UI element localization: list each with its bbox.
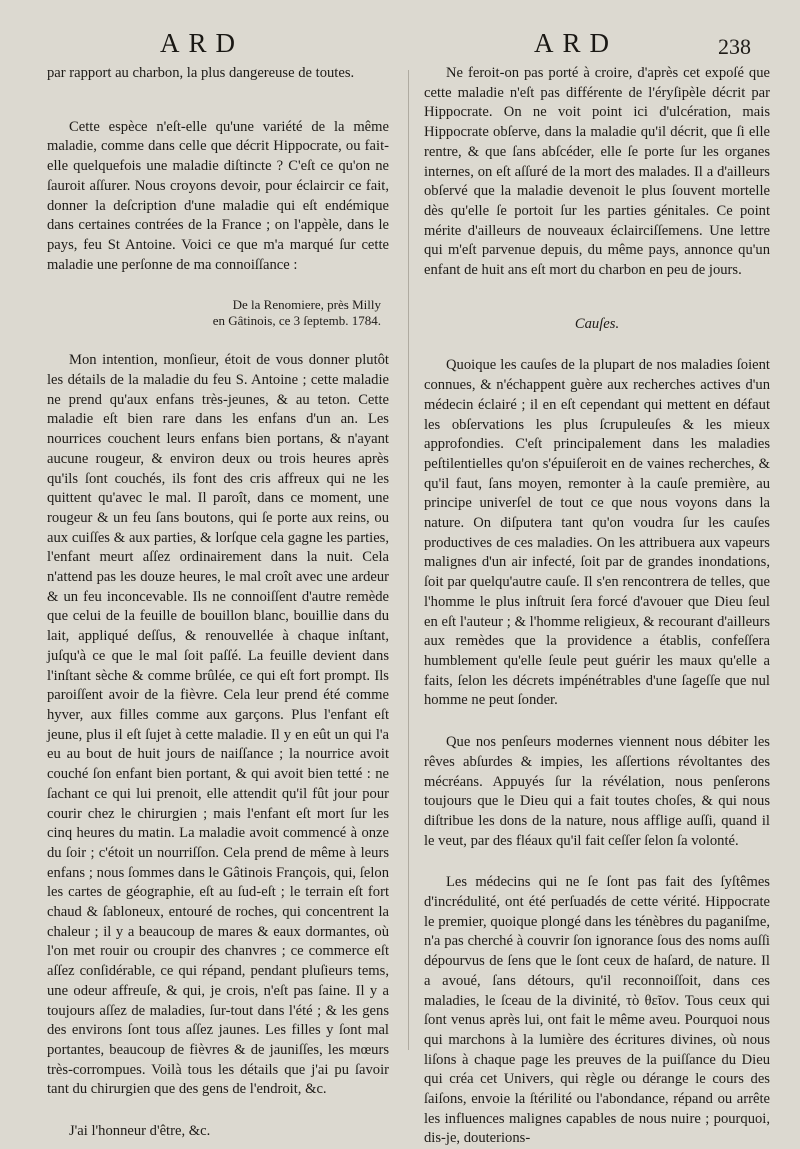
right-paragraph-2: Quoique les cauſes de la plupart de nos maladies ſoient connues, & n'échappent guère aux recherches actives d'un médecin éclairé ; il en eſt cependant qui mettent en défaut les obſervations les plus ſcrupuleuſes & les mieux approfondies. C'eſt principalement dans les maladies peſtilentielles qu'on s'épuiſeroit en de vaines recherches, & qu'il faut, ſans moyen, remonter à la cauſe première, au principe univerſel de tout ce que nous voyons dans la nature. On diſputera tant qu'on voudra ſur les cauſes productives de ces maladies. On les attribuera aux vapeurs malignes d'un air infecté, ſoit par de grandes inondations, ſoit par quelqu'autre cauſe. Il s'en rencontrera de telles, que l'homme le plus inſtruit ſera forcé d'avouer que Dieu ſeul en eſt l'auteur ; & l'homme religieux, & recourant d'ailleurs aux remèdes que la providence a établis, confeſſera humblement qu'elle ſeule peut guérir les maux qu'elle a faits, ſelon les décrets impénétrables d'une ſageſſe que nul homme ne peut ſonder. — [424, 357, 770, 709]
running-head-left: ARD — [160, 28, 245, 58]
spacer — [424, 851, 770, 873]
letter-closing: J'ai l'honneur d'être, &c. — [69, 1123, 211, 1140]
running-head-right: ARD — [534, 28, 619, 58]
letter-dateline-line-2: en Gâtinois, ce 3 ſeptemb. 1784. — [212, 313, 381, 329]
left-paragraph-1: par rapport au charbon, la plus dangereuse de toutes. — [47, 65, 355, 81]
right-column — [424, 64, 770, 1149]
right-paragraph-3: Que nos penſeurs modernes viennent nous débiter les rêves abſurdes & impies, les aſſertions révoltantes des mécréans. Appuyés ſur la révélation, nous penſerons toujours que le Dieu qui a fait toutes choſes, & qui nous diſtribue les dons de la nature, nous afflige auſſi, quand il le veut, par des fléaux qu'il fait ceſſer ſelon ſa volonté. — [424, 734, 770, 849]
left-column — [47, 64, 389, 1142]
right-paragraph-1: Ne feroit-on pas porté à croire, d'après cet expoſé que cette maladie n'eſt pas différente de l'éryſipèle décrit par Hippocrate. On ne voit point ici d'ulcération, mais Hippocrate obſerve, dans la maladie qu'il décrit, que ſi elle rentre, & que ſans abſcéder, elle ſe porte ſur les organes internes, on eſt aſſuré de la mort des malades. Il a d'ailleurs obſervé que la maladie devenoit le plus ſouvent mortelle dès qu'elle ſe portoit ſur les parties génitales. Ce point mérite d'ailleurs de nouveaux éclairciſſemens. Une lettre qui m'eſt parvenue depuis, du même pays, annonce qu'un enfant de huit ans eſt mort du charbon en peu de jours. — [424, 65, 770, 279]
spacer — [47, 84, 389, 118]
right-paragraph-4: Les médecins qui ne ſe ſont pas fait des ſyſtêmes d'incrédulité, ont été perſuadés de cette vérité. Hippocrate le premier, quoique plongé dans les ténèbres du paganiſme, n'a pas cherché à couvrir ſon ignorance ſous des noms auſſi dépourvus de ſens que le ſont ceux de haſard, de nature. Il a avoué, ſans détours, qu'il reconnoiſſoit, dans ces maladies, le ſceau de la divinité, τὸ θεῖον. Tous ceux qui ſont venus après lui, ont fait le même aveu. Pourquoi nous qui marchons à la lumière des écritures divines, où nous liſons à chaque page les preuves de la puiſſance du Dieu qui créa cet Univers, qui règle ou dérange le cours des ſaiſons, envoie la ſtérilité ou l'abondance, répand ou arrête les influences malignes capables de nous nuire ; pourquoi, dis-je, douterions- — [424, 874, 770, 1147]
left-paragraph-2: Cette espèce n'eſt-elle qu'une variété de la même maladie, comme dans celle que décrit Hippocrate, ou fait-elle quelquefois une maladie diſtincte ? C'eſt ce qu'on ne ſauroit aſſurer. Nous croyons devoir, pour éclaircir ce fait, donner la deſcription d'une maladie qui eſt endémique dans certaines contrées de la France ; on l'appèle, dans le pays, feu St Antoine. Voici ce que m'a marqué ſur cette maladie une perſonne de ma connoiſſance : — [47, 118, 389, 273]
section-heading-causes: Cauſes. — [574, 315, 620, 332]
letter-body: Mon intention, monſieur, étoit de vous donner plutôt les détails de la maladie du feu S. Antoine ; cette maladie ne prend qu'aux enfans très-jeunes, & au teton. Cette maladie eſt bien rare dans les enfans d'un an. Les nourrices couchent leurs enfans bien portans, & n'ayant aucune rougeur, & environ deux ou trois heures après qu'ils ſont couchés, ils font des cris affreux qui ne les quittent qu'avec le mal. Il paroît, dans ce moment, une rougeur & un feu ſans boutons, qui ſe porte aux reins, ou aux cuiſſes & aux parties, & lorſque cela gagne les parties, l'enfant meurt aſſez ordinairement dans la nuit. Cela n'attend pas les douze heures, le mal croît avec une ardeur & un feu inconcevable. Ils ne connoiſſent d'autre remède que celui de la feuille de bouillon blanc, bouillie dans du lait, appliqué deſſus, & renouvellée à chaque inſtant, juſqu'à ce que le mal ſoit paſſé. La feuille devient dans l'inſtant sèche & comme brûlée, ce qui eſt fort prompt. Ils paroiſſent avoir de la fièvre. Cela leur prend été comme hyver, aux filles comme aux garçons. Plus l'enfant eſt jeune, plus il eſt ſujet à cette maladie. Il y en eût un qui l'a eu au bout de huit jours de naiſſance ; la nourrice avoit couché ſon enfant bien portant, & qui avoit bien tetté : ne ſachant ce qui lui prenoit, elle attendit qu'il fût jour pour courir chez le chirurgien ; mais l'enfant eſt mort ſur les cinq heures du matin. La maladie avoit commencé à onze du ſoir ; c'étoit un nourriſſon. Cela prend de même à leurs enfans ; nous ſommes dans le Gâtinois François, qui, ſelon les cartes de géographie, eſt au ſud-eſt ; le terrain eſt fort chaud & ſabloneux, entouré de roches, qui concentrent la chaleur ; il y a beaucoup de mares & eaux dormantes, où l'on met rouir ou croupir des chanvres ; ce commerce eſt aſſez conſidérable, ce qui répand, pendant pluſieurs tems, une odeur affreuſe, & qui, je crois, n'eſt pas ſaine. Il y a toujours aſſez de maladies, ſur-tout dans l'été ; & les gens des environs ſont tous aſſez jaunes. Les filles y ſont mal portantes, beaucoup de fièvres & de jauniſſes, les mœurs très-corrompues. Voilà tous les détails que j'ai pu ſavoir tant du chirurgien que des gens de l'endroit, &c. — [47, 352, 389, 1098]
spacer — [424, 711, 770, 733]
spacer — [47, 275, 389, 297]
page-number: 238 — [718, 34, 751, 59]
spacer — [424, 334, 770, 356]
spacer — [424, 281, 770, 315]
spacer — [47, 329, 389, 351]
letter-dateline-line-1: De la Renomiere, près Milly — [232, 297, 381, 313]
column-divider — [408, 70, 409, 1050]
spacer — [47, 1100, 389, 1122]
